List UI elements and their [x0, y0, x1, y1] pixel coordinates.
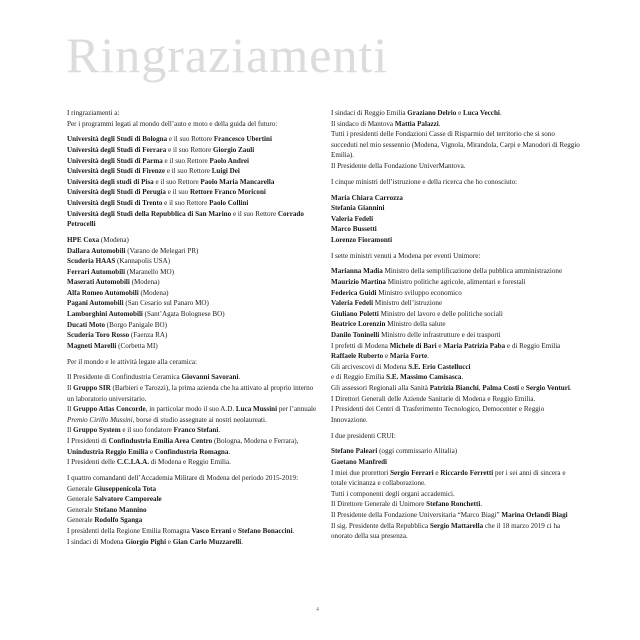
company-item: [67, 341, 317, 352]
university-item: [67, 166, 317, 177]
company-name: Scuderia HAAS: [67, 257, 116, 266]
rector-name: Giorgio Zauli: [213, 145, 255, 154]
company-place: (San Cesario sul Panaro MO): [123, 299, 209, 308]
seven-ministers-intro-text: I sette ministri venuti a Modena per eventi Unimore:: [331, 251, 481, 260]
university-item: [67, 198, 317, 209]
general-prefix: Generale: [67, 484, 95, 493]
rector-name: Paolo Maria Mancarella: [200, 177, 275, 186]
company-item: [67, 288, 317, 299]
reggio-mayors: I sindaci di Reggio Emilia Graziano Delrio e Luca Vecchi.: [331, 109, 502, 117]
general-item: [67, 484, 317, 495]
page-number: 4: [316, 607, 319, 613]
rector-name: Corrado Petrocelli: [67, 209, 304, 229]
crui-item: [331, 457, 581, 468]
visiting-minister-name: Danilo Toninelli: [331, 331, 380, 340]
left-column: [67, 108, 317, 547]
visiting-minister-item: [331, 319, 581, 330]
university-item: [67, 145, 317, 156]
intro-text: I ringraziamenti a:: [67, 109, 120, 117]
visiting-minister-name: Beatrice Lorenzin: [331, 320, 386, 329]
general-item: [67, 515, 317, 526]
company-place: (Modena): [129, 278, 160, 287]
military-intro-text: I quattro comandanti dell’Accademia Militare di Modena del periodo 2015-2019:: [67, 473, 299, 482]
ceramics-confindustria-presidents: I Presidenti di Confindustria Emilia Area Centro (Bologna, Modena e Ferrara), Unindustria Reggio Emilia e Confindustria Romagna.: [67, 436, 299, 456]
general-prefix: Generale: [67, 505, 95, 514]
visiting-minister-role: Ministro dell’istruzione: [373, 299, 443, 308]
prefects-text: I prefetti di Modena Michele di Bari e Maria Patrizia Paba e di Reggio Emilia Raffaele Ruberto e Maria Forte.: [331, 341, 561, 361]
university-name: Università degli Studi di Trento: [67, 198, 163, 207]
company-place: (Varano de Melegari PR): [125, 246, 199, 255]
company-name: HPE Coxa: [67, 235, 100, 244]
company-name: Dallara Automobili: [67, 246, 126, 255]
university-mid: e il suo: [165, 188, 190, 197]
rector-name: Paolo Collini: [209, 198, 249, 207]
mattarella-text: Il sig. Presidente della Repubblica Sergio Mattarella che il 18 marzo 2019 ci ha onorato della sua presenza.: [331, 521, 561, 541]
visiting-minister-name: Maurizio Martina: [331, 278, 386, 287]
visiting-minister-name: Federica Guidi: [331, 288, 377, 297]
general-item: [67, 505, 317, 516]
ceramics-confindustria: Il Presidente di Confindustria Ceramica Giovanni Savorani.: [67, 373, 241, 382]
company-place: (Kannapolis USA): [115, 257, 171, 266]
minister-name: Stefania Giannini: [331, 204, 385, 213]
minister-name: Lorenzo Fioramonti: [331, 235, 393, 244]
ministers-intro-text: I cinque ministri dell’istruzione e della ricerca che ho conosciuto:: [331, 177, 518, 186]
company-name: Maserati Automobili: [67, 278, 130, 287]
company-item: [67, 235, 317, 246]
general-prefix: Generale: [67, 495, 95, 504]
company-item: [67, 330, 317, 341]
ceramics-atlas: Il Gruppo Atlas Concorde, in particolar modo il suo A.D. Luca Mussini per l’annuale Premio Cirillo Mussini, borse di studio assegnate ai nostri neolaureati.: [67, 405, 317, 424]
health-directors: I Direttori Generali delle Aziende Sanitarie di Modena e Reggio Emilia.: [331, 394, 536, 403]
visiting-minister-item: [331, 266, 581, 277]
company-item: [67, 298, 317, 309]
ceramics-system: Il Gruppo System e il suo fondatore Franco Stefani.: [67, 426, 221, 435]
company-name: Ducati Moto: [67, 320, 106, 329]
university-item: [67, 187, 317, 198]
company-name: Scuderia Toro Rosso: [67, 331, 130, 340]
visiting-minister-role: Ministro della salute: [385, 320, 446, 329]
company-place: (Faenza RA): [129, 331, 168, 340]
visiting-minister-item: [331, 277, 581, 288]
minister-list: [331, 193, 581, 246]
future-intro-text: Per i programmi legati al mondo dell’auto e moto e della guida del futuro:: [67, 119, 278, 128]
crui-note: (oggi commissario Alitalia): [377, 447, 458, 456]
university-name: Università degli Studi di Perugia: [67, 188, 166, 197]
company-name: Alfa Romeo Automobili: [67, 288, 139, 297]
company-name: Ferrari Automobili: [67, 267, 126, 276]
ceramics-cciaa: I Presidenti delle C.C.I.A.A. di Modena e Reggio Emilia.: [67, 458, 231, 467]
visiting-minister-item: [331, 330, 581, 341]
page-title: Ringraziamenti: [66, 27, 389, 83]
crui-item: [331, 446, 581, 457]
general-list: [67, 484, 317, 526]
right-column: [331, 108, 581, 542]
university-mid: e il suo Rettore: [166, 145, 214, 154]
university-name: Università degli studi di Pisa: [67, 177, 154, 186]
visiting-minister-name: Valeria Fedeli: [331, 299, 374, 308]
mantova-mayor: Il sindaco di Mantova Mattia Palazzi.: [331, 119, 441, 128]
visiting-minister-role: Ministro sviluppo economico: [376, 288, 462, 297]
company-place: (Borgo Panigale BO): [105, 320, 167, 329]
company-place: (Maranello MO): [125, 267, 174, 276]
university-mid: e il suo Rettore: [167, 135, 214, 144]
visiting-minister-item: [331, 298, 581, 309]
visiting-minister-role: Ministro della semplificazione della pubblica amministrazione: [382, 267, 563, 276]
company-item: [67, 246, 317, 257]
university-name: Università degli Studi della Repubblica di San Marino: [67, 209, 232, 218]
company-name: Lamborghini Automobili: [67, 310, 143, 319]
company-place: (Corbetta MI): [116, 341, 158, 350]
company-item: [67, 309, 317, 320]
region-presidents: I presidenti della Regione Emilia Romagna Vasco Errani e Stefano Bonaccini.: [67, 526, 295, 535]
company-place: (Sant’Agata Bolognese BO): [142, 310, 225, 319]
visiting-minister-item: [331, 288, 581, 299]
seven-minister-list: [331, 266, 581, 340]
university-item: [67, 134, 317, 145]
general-item: [67, 494, 317, 505]
rector-name: Francesco Ubertini: [213, 135, 272, 144]
crui-list: [331, 446, 581, 467]
company-name: Magneti Marelli: [67, 341, 117, 350]
bishops-modena: Gli arcivescovi di Modena S.E. Erio Castellucci: [331, 362, 471, 371]
company-list: [67, 235, 317, 352]
general-name: Salvatore Camporeale: [94, 495, 162, 504]
company-item: [67, 267, 317, 278]
biagi-foundation-text: Il Presidente della Fondazione Universitaria “Marco Biagi” Marina Orlandi Biagi: [331, 510, 568, 519]
university-mid: e il suo Rettore: [165, 167, 212, 176]
company-item: [67, 256, 317, 267]
univermantova-text: Il Presidente della Fondazione UniverMantova.: [331, 161, 466, 170]
director-general-text: Il Direttore Generale di Unimore Stefano Ronchetti.: [331, 500, 483, 509]
health-assessors: Gli assessori Regionali alla Sanità Patrizia Bianchi, Palma Costi e Sergio Venturi.: [331, 384, 572, 392]
rector-name: Luigi Dei: [211, 167, 240, 176]
university-mid: e il suo Rettore: [162, 156, 210, 165]
prorectors-text: I miei due prorettori Sergio Ferrari e Riccardo Ferretti per i sei anni di sincera e totale vicinanza e collaborazione.: [331, 468, 566, 488]
ceramics-sir: Il Gruppo SIR (Barbieri e Tarozzi), la prima azienda che ha attivato al proprio interno un laboratorio universitario.: [67, 384, 314, 403]
visiting-minister-role: Ministro politiche agricole, alimentari e forestali: [385, 278, 526, 287]
university-mid: e il suo Rettore: [162, 198, 210, 207]
foundations-text: Tutti i presidenti delle Fondazioni Casse di Risparmio del territorio che si sono succeduti nel mio sessennio (Modena, Vignola, Mirandola, Carpi e Manodori di Reggio Emilia).: [331, 130, 580, 160]
ceramics-intro-text: Per il mondo e le attività legate alla ceramica:: [67, 357, 197, 366]
visiting-minister-role: Ministro delle infrastrutture e dei trasporti: [379, 331, 501, 340]
minister-name: Maria Chiara Carrozza: [331, 193, 403, 202]
university-item: [67, 209, 317, 230]
governing-bodies-text: Tutti i componenti degli organi accademici.: [331, 489, 455, 498]
university-name: Università degli Studi di Ferrara: [67, 145, 167, 154]
general-name: Stefano Mannino: [94, 505, 147, 514]
visiting-minister-item: [331, 309, 581, 320]
university-name: Università degli Studi di Firenze: [67, 167, 165, 176]
crui-president-name: Gaetano Manfredi: [331, 457, 388, 466]
visiting-minister-name: Marianna Madia: [331, 267, 383, 276]
bishops-reggio: e di Reggio Emilia S.E. Massimo Camisasca.: [331, 373, 464, 382]
visiting-minister-role: Ministro del lavoro e delle politiche sociali: [378, 309, 503, 318]
minister-name: Valeria Fedeli: [331, 214, 374, 223]
minister-name: Marco Bussetti: [331, 225, 377, 234]
tech-transfer-text: I Presidenti dei Centri di Trasferimento Tecnologico, Democenter e Reggio Innovazione.: [331, 405, 545, 424]
university-mid: e il suo Rettore: [153, 177, 201, 186]
university-item: [67, 156, 317, 167]
university-item: [67, 177, 317, 188]
general-prefix: Generale: [67, 516, 95, 525]
university-name: Università degli Studi di Bologna: [67, 135, 168, 144]
rector-name: Paolo Andrei: [209, 156, 249, 165]
visiting-minister-name: Giuliano Poletti: [331, 309, 379, 318]
general-name: Giuseppenicola Tota: [94, 484, 157, 493]
company-place: (Modena): [138, 288, 169, 297]
university-list: [67, 134, 317, 229]
rector-name: Rettore Franco Moriconi: [189, 188, 266, 197]
university-mid: e il suo Rettore: [231, 209, 278, 218]
crui-intro-text: I due presidenti CRUI:: [331, 431, 396, 440]
university-name: Università degli Studi di Parma: [67, 156, 163, 165]
company-name: Pagani Automobili: [67, 299, 124, 308]
company-item: [67, 277, 317, 288]
company-item: [67, 320, 317, 331]
crui-president-name: Stefano Paleari: [331, 447, 378, 456]
general-name: Rodolfo Sganga: [94, 516, 143, 525]
company-place: (Modena): [99, 235, 129, 244]
modena-mayors: I sindaci di Modena Giorgio Pighi e Gian Carlo Muzzarelli.: [67, 537, 244, 546]
